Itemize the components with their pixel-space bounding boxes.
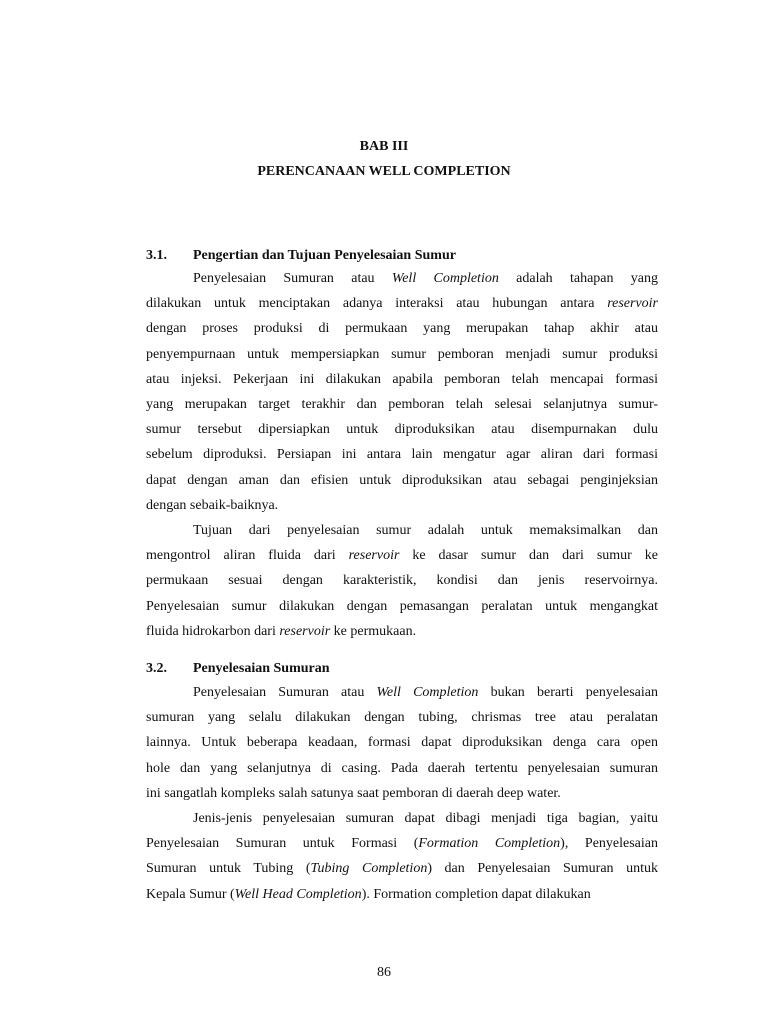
text-line: permukaan sesuai dengan karakteristik, kondisi dan jenis reservoirnya. bbox=[146, 573, 658, 589]
text-line: hole dan yang selanjutnya di casing. Pada daerah tertentu penyelesaian sumuran bbox=[146, 760, 658, 776]
italic-term: Formation Completion bbox=[418, 836, 561, 852]
paragraph bbox=[146, 806, 658, 907]
text-line: fluida hidrokarbon dari reservoir ke permukaan. bbox=[146, 623, 417, 639]
italic-term: reservoir bbox=[607, 296, 658, 312]
chapter-title: PERENCANAAN WELL COMPLETION bbox=[257, 164, 511, 179]
text-line: ini sangatlah kompleks salah satunya saat pemboran di daerah deep water. bbox=[146, 785, 561, 801]
chapter-number: BAB III bbox=[359, 139, 409, 154]
section-title: Penyelesaian Sumuran bbox=[193, 661, 330, 676]
italic-term: reservoir bbox=[348, 548, 400, 564]
section-heading-3-2 bbox=[146, 661, 330, 677]
italic-term: Tubing Completion bbox=[310, 861, 428, 877]
section-number: 3.2. bbox=[146, 661, 167, 676]
text-line: dilakukan untuk menciptakan adanya interaksi atau hubungan antara reservoir bbox=[146, 296, 658, 312]
text-line: dengan sebaik-baiknya. bbox=[146, 497, 279, 513]
text-line: atau injeksi. Pekerjaan ini dilakukan apabila pemboran telah mencapai formasi bbox=[146, 371, 658, 387]
text-line: sebelum diproduksi. Persiapan ini antara lain mengatur agar aliran dari formasi bbox=[146, 447, 658, 463]
text-line: Penyelesaian sumur dilakukan dengan pemasangan peralatan untuk mengangkat bbox=[146, 598, 658, 614]
text-line: Kepala Sumur (Well Head Completion). Formation completion dapat dilakukan bbox=[146, 886, 591, 902]
text-line: sumuran yang selalu dilakukan dengan tubing, chrismas tree atau peralatan bbox=[146, 710, 658, 726]
section-heading-3-1 bbox=[146, 248, 456, 264]
text-line: penyempurnaan untuk mempersiapkan sumur pemboran menjadi sumur produksi bbox=[146, 346, 658, 362]
text-line: Jenis-jenis penyelesaian sumuran dapat dibagi menjadi tiga bagian, yaitu bbox=[193, 811, 658, 826]
italic-term: reservoir bbox=[279, 623, 331, 639]
paragraph bbox=[146, 680, 658, 806]
italic-term: Well Head Completion bbox=[234, 886, 362, 902]
text-line: sumur tersebut dipersiapkan untuk diproduksikan atau disempurnakan dulu bbox=[146, 422, 658, 438]
paragraph bbox=[146, 518, 658, 644]
text-line: mengontrol aliran fluida dari reservoir ke dasar sumur dan dari sumur ke bbox=[146, 548, 658, 564]
text-line: dapat dengan aman dan efisien untuk diproduksikan atau sebagai penginjeksian bbox=[146, 472, 658, 488]
text-line: Penyelesaian Sumuran atau Well Completion adalah tahapan yang bbox=[193, 271, 659, 286]
text-line: Sumuran untuk Tubing (Tubing Completion) dan Penyelesaian Sumuran untuk bbox=[146, 861, 659, 877]
italic-term: Well Completion bbox=[376, 685, 479, 700]
section-title: Pengertian dan Tujuan Penyelesaian Sumur bbox=[193, 248, 456, 263]
text-line: yang merupakan target terakhir dan pemboran telah selesai selanjutnya sumur- bbox=[146, 397, 658, 413]
text-line: Penyelesaian Sumuran atau Well Completion bukan berarti penyelesaian bbox=[193, 685, 659, 700]
paragraph bbox=[146, 266, 658, 518]
section-number: 3.1. bbox=[146, 248, 167, 263]
text-line: lainnya. Untuk beberapa keadaan, formasi dapat diproduksikan denga cara open bbox=[146, 735, 658, 751]
page-number: 86 bbox=[377, 965, 391, 980]
italic-term: Well Completion bbox=[391, 271, 499, 286]
text-line: dengan proses produksi di permukaan yang merupakan tahap akhir atau bbox=[146, 321, 658, 337]
text-line: Penyelesaian Sumuran untuk Formasi (Formation Completion), Penyelesaian bbox=[146, 836, 658, 852]
text-line: Tujuan dari penyelesaian sumur adalah untuk memaksimalkan dan bbox=[193, 523, 658, 538]
